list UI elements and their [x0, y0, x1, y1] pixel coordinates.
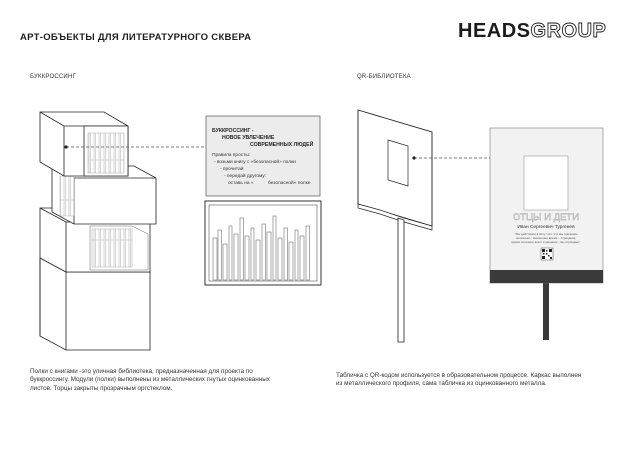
- qr-sign-front-view: [490, 128, 603, 340]
- bookcrossing-sign: [206, 116, 320, 196]
- qr-code-icon: [541, 248, 553, 260]
- sign-title-line-3: СОВРЕМЕННЫХ ЛЮДЕЙ: [250, 142, 314, 148]
- sign-rules-line-4: - передай другому:: [224, 174, 267, 179]
- section-label-bookcrossing: БУККРОССИНГ: [30, 74, 76, 80]
- sign-rules-line-3: - прочитай: [220, 167, 244, 172]
- page-title: АРТ-ОБЪЕКТЫ ДЛЯ ЛИТЕРАТУРНОГО СКВЕРА: [20, 32, 252, 43]
- qr-sign-post: [398, 218, 404, 342]
- description-line: буккроссингу. Модули (полки) выполнены из металлических гнутых оцинкованных: [30, 376, 270, 384]
- poster-author: Иван Сергеевич Тургенев: [517, 225, 575, 230]
- bookcrossing-description: [30, 368, 320, 393]
- sign-rules-line-1: Правила просты:: [212, 153, 251, 158]
- description-line: из металлического профиля, сама табличка из оцинкованного металла.: [336, 380, 547, 388]
- sign-title-line-2: НОВОЕ УВЛЕЧЕНИЕ: [222, 135, 275, 141]
- sign-title-line-1: БУККРОССИНГ -: [212, 128, 254, 134]
- description-line: Полки с книгами -это уличная библиотека, предназначенная для проекта по: [30, 368, 253, 375]
- section-label-qr-library: QR-БИБЛИОТЕКА: [357, 74, 411, 80]
- sign-rules-line-5: оставь на «: [228, 181, 254, 186]
- sign-rules-line-6: безопасной» полке: [268, 181, 311, 186]
- poster-quote-line-3: время полезнее всего отрицание - мы отрицаем.": [511, 240, 581, 244]
- description-line: листов. Торцы закрыты прозрачным оргстеклом.: [30, 384, 173, 392]
- front-post: [543, 276, 549, 340]
- front-photo-frame: [524, 156, 568, 210]
- logo-heads: HEADS: [458, 20, 531, 42]
- description-line: Табличка с QR-кодом используется в образовательном процессе. Каркас выполнен: [336, 372, 582, 379]
- sign-rules-line-2: - возьми книгу с «безопасной» полки: [214, 160, 296, 165]
- qr-library-description: [336, 372, 621, 389]
- front-panel-base: [490, 270, 603, 283]
- poster-quote-line-2: полезным... Нынешнее время... отрицание,: [515, 236, 577, 240]
- poster-title: ОТЦЫ И ДЕТИ: [512, 212, 580, 223]
- bookshelf-illustration: [40, 112, 206, 350]
- bookshelf-front-view: [205, 201, 321, 285]
- poster-quote-line-1: "Мы действуем в силу того, что мы признаём: [514, 232, 578, 236]
- logo-group: GROUP: [530, 20, 607, 42]
